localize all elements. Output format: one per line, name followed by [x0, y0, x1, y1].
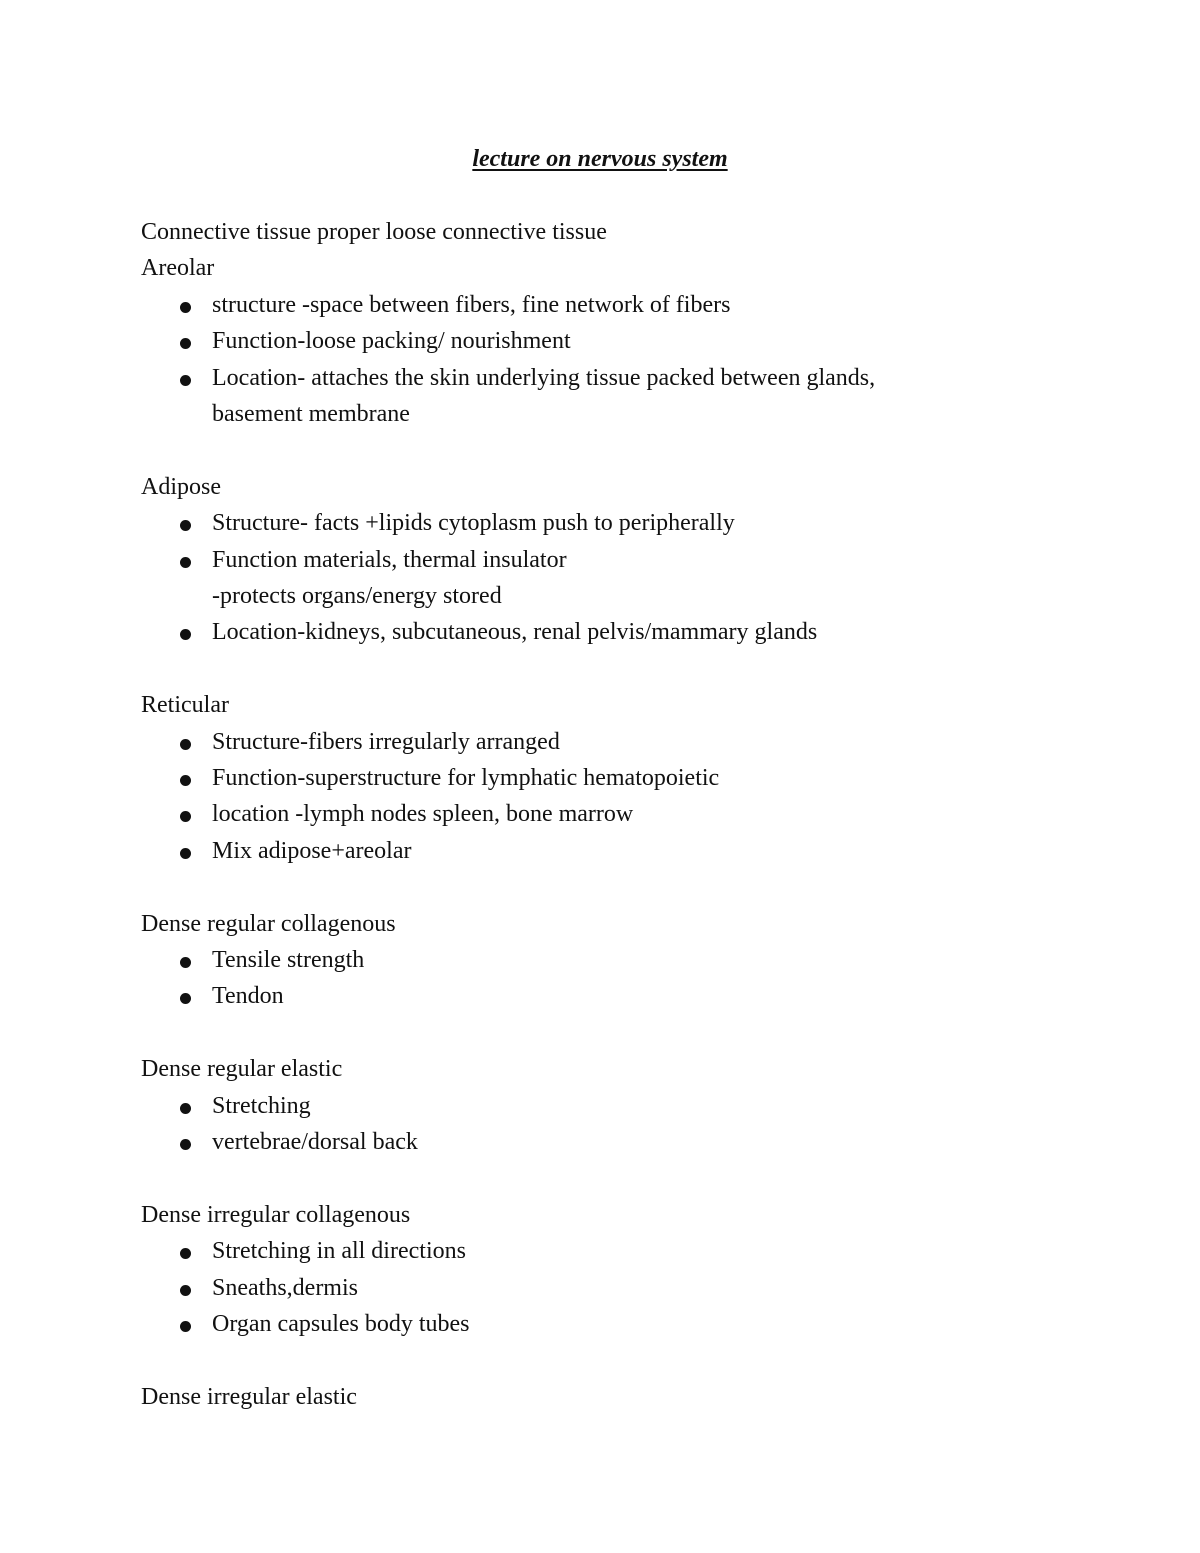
- bullet-list: [141, 942, 1041, 1015]
- list-item: [141, 542, 1041, 615]
- bullet-icon: [180, 338, 191, 349]
- bullet-icon: [180, 775, 191, 786]
- bullet-icon: [180, 375, 191, 386]
- spacer: [141, 651, 1041, 687]
- list-item-text: structure -space between fibers, fine network of fibers: [212, 291, 731, 318]
- list-item: [141, 323, 1041, 359]
- list-item-text: Structure- facts +lipids cytoplasm push to peripherally: [212, 510, 735, 537]
- list-item: [141, 614, 1041, 650]
- list-item-continuation: basement membrane: [212, 401, 410, 428]
- bullet-icon: [180, 1103, 191, 1114]
- list-item-text: Function-loose packing/ nourishment: [212, 328, 571, 355]
- bullet-icon: [180, 520, 191, 531]
- list-item: [141, 833, 1041, 869]
- bullet-icon: [180, 957, 191, 968]
- list-item-text: vertebrae/dorsal back: [212, 1129, 418, 1156]
- list-item-text: location -lymph nodes spleen, bone marrow: [212, 801, 634, 828]
- bullet-icon: [180, 557, 191, 568]
- bullet-icon: [180, 1321, 191, 1332]
- bullet-list: [141, 1088, 1041, 1161]
- list-item-continuation: -protects organs/energy stored: [212, 583, 502, 610]
- list-item: [141, 796, 1041, 832]
- bullet-icon: [180, 848, 191, 859]
- list-item-text: Sneaths,dermis: [212, 1274, 358, 1301]
- section-areolar: [141, 250, 1041, 432]
- document-body: [141, 214, 1041, 1415]
- section-dense-regular-collagenous: [141, 906, 1041, 1015]
- list-item-text: Structure-fibers irregularly arranged: [212, 728, 560, 755]
- spacer: [141, 869, 1041, 905]
- bullet-list: [141, 1233, 1041, 1342]
- list-item-text: Function materials, thermal insulator: [212, 546, 567, 573]
- bullet-icon: [180, 1248, 191, 1259]
- list-item: [141, 724, 1041, 760]
- list-item: [141, 360, 1041, 433]
- spacer: [141, 1161, 1041, 1197]
- list-item-text: Function-superstructure for lymphatic hematopoietic: [212, 765, 720, 792]
- spacer: [141, 432, 1041, 468]
- bullet-list: [141, 724, 1041, 870]
- section-adipose: [141, 469, 1041, 651]
- section-dense-irregular-elastic: [141, 1379, 1041, 1415]
- list-item-text: Location- attaches the skin underlying tissue packed between glands,: [212, 364, 876, 391]
- section-heading: Areolar: [141, 255, 215, 282]
- list-item: [141, 1124, 1041, 1160]
- list-item: [141, 942, 1041, 978]
- list-item: [141, 505, 1041, 541]
- list-item: [141, 978, 1041, 1014]
- section-heading: Dense regular elastic: [141, 1056, 343, 1083]
- section-heading: Reticular: [141, 692, 229, 719]
- list-item: [141, 1270, 1041, 1306]
- spacer: [141, 1015, 1041, 1051]
- list-item-text: Location-kidneys, subcutaneous, renal pelvis/mammary glands: [212, 619, 818, 646]
- bullet-icon: [180, 1285, 191, 1296]
- section-dense-regular-elastic: [141, 1051, 1041, 1160]
- list-item: [141, 1233, 1041, 1269]
- bullet-list: [141, 505, 1041, 651]
- section-heading: Adipose: [141, 473, 221, 500]
- section-dense-irregular-collagenous: [141, 1197, 1041, 1343]
- section-heading: Dense irregular collagenous: [141, 1201, 411, 1228]
- section-reticular: [141, 687, 1041, 869]
- list-item: [141, 1306, 1041, 1342]
- section-heading: Dense regular collagenous: [141, 910, 396, 937]
- bullet-icon: [180, 302, 191, 313]
- bullet-icon: [180, 811, 191, 822]
- page-title: lecture on nervous system: [472, 146, 728, 172]
- list-item-text: Stretching in all directions: [212, 1238, 466, 1265]
- section-heading: Dense irregular elastic: [141, 1383, 357, 1410]
- spacer: [141, 1343, 1041, 1379]
- bullet-icon: [180, 629, 191, 640]
- intro-line: Connective tissue proper loose connective tissue: [141, 219, 607, 245]
- list-item: [141, 287, 1041, 323]
- list-item-text: Mix adipose+areolar: [212, 837, 412, 864]
- bullet-icon: [180, 739, 191, 750]
- list-item-text: Organ capsules body tubes: [212, 1311, 470, 1338]
- list-item-text: Stretching: [212, 1092, 311, 1119]
- bullet-icon: [180, 993, 191, 1004]
- list-item: [141, 760, 1041, 796]
- list-item: [141, 1088, 1041, 1124]
- list-item-text: Tendon: [212, 983, 284, 1010]
- bullet-icon: [180, 1139, 191, 1150]
- bullet-list: [141, 287, 1041, 433]
- list-item-text: Tensile strength: [212, 947, 365, 974]
